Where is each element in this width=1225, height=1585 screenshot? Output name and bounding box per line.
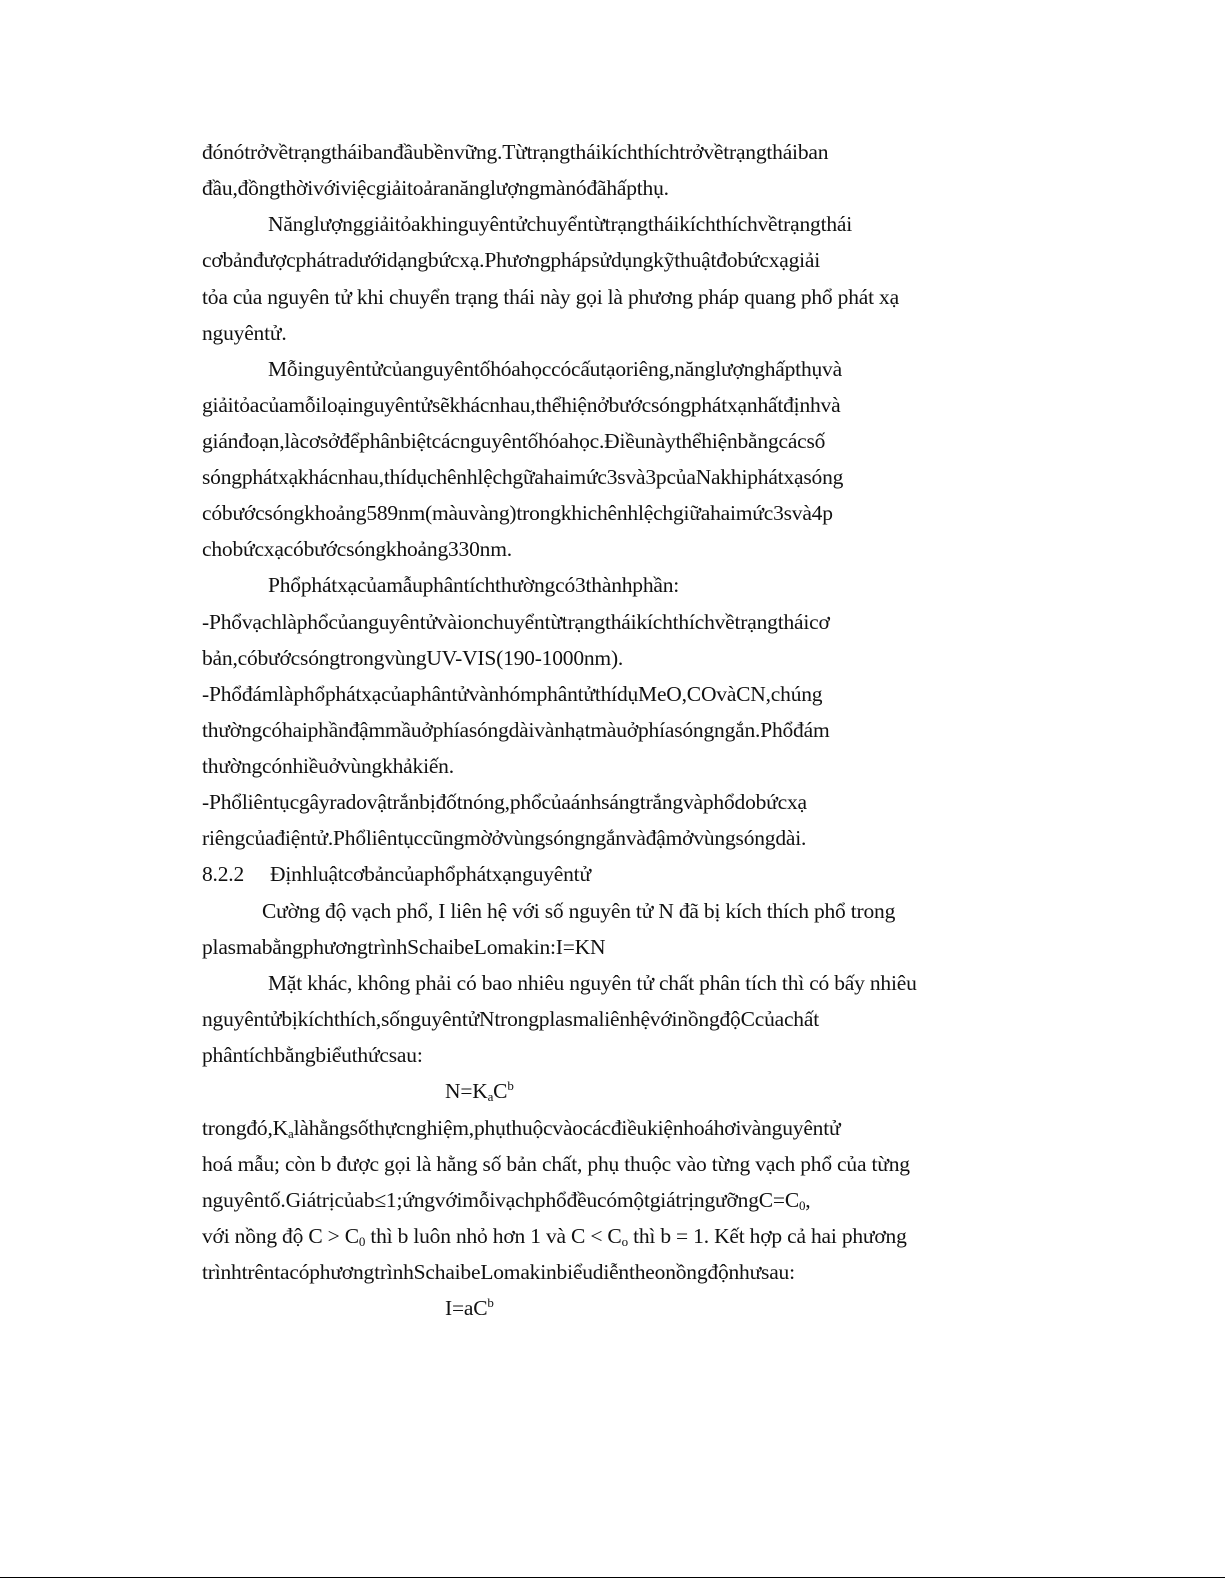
- list-item-line: thườngcónhiềuởvùngkhảkiến.: [202, 754, 454, 778]
- list-item-line: riêngcủađiệntử.Phổliêntụccũngmờởvùngsóngngắnvàđậmởvùngsóngdài.: [202, 826, 807, 850]
- paragraph-line: cóbướcsóngkhoảng589nm(màuvàng)trongkhichênhlệchgiữahaimức3svà4p: [202, 501, 833, 525]
- list-item-line: -Phổvạchlàphổcủanguyêntửvàionchuyểntừtrạngtháikíchthíchvềtrạngtháicơ: [202, 610, 830, 634]
- list-item-line: -PhổđámlàphổphátxạcủaphântửvànhómphântửthídụMeO,COvàCN,chúng: [202, 682, 823, 706]
- paragraph-line: Cường độ vạch phổ, I liên hệ với số nguyên tử N đã bị kích thích phổ trong: [262, 899, 896, 923]
- paragraph-line: Nănglượnggiảitỏakhinguyêntửchuyểntừtrạngtháikíchthíchvềtrạngthái: [268, 212, 853, 236]
- paragraph-line: nguyêntửbịkíchthích,sốnguyêntửNtrongplasmaliênhệvớinồngđộCcủachất: [202, 1007, 819, 1031]
- list-item-line: thườngcóhaiphầnđậmmầuởphíasóngdàivànhạtmàuởphíasóngngắn.Phổđám: [202, 718, 830, 742]
- paragraph-line: $trongđó,K_alàhằngsốthựcnghiệm,phụthuộcvàocácđiềukiệnhoáhơivànguyêntử$: [202, 1116, 841, 1141]
- section-heading: [202, 860, 591, 888]
- paragraph-line: sóngphátxạkhácnhau,thídụchênhlệchgữahaimức3svà3pcủaNakhiphátxạsóng: [202, 465, 844, 489]
- equation: $I=aC^b$: [445, 1295, 494, 1320]
- section-title: Địnhluậtcơbảncủaphổphátxạnguyêntử: [270, 862, 591, 886]
- paragraph-line: đónótrởvềtrạngtháibanđầubềnvững.Từtrạngtháikíchthíchtrởvềtrạngtháiban: [202, 140, 829, 164]
- paragraph-line: $nguyêntố.Giátrịcủab\le 1;ứngvớimỗivạchphổđềucómộtgiátrịngưỡngC=C_0$,: [202, 1188, 811, 1213]
- paragraph-line: chobứcxạcóbướcsóngkhoảng330nm.: [202, 537, 512, 561]
- paragraph-line: giảitỏacủamỗiloạinguyêntửsẽkhácnhau,thểhiệnởbướcsóngphátxạnhấtđịnhvà: [202, 393, 841, 417]
- equation: $N=K_aC^b$: [445, 1078, 514, 1104]
- paragraph-line: giánđoạn,làcơsởđểphânbiệtcácnguyêntốhóahọc.Điềunàythểhiệnbằngcácsố: [202, 429, 826, 453]
- paragraph-line: Mặt khác, không phải có bao nhiêu nguyên tử chất phân tích thì có bấy nhiêu: [268, 971, 917, 995]
- section-number: 8.2.2: [202, 862, 245, 886]
- paragraph-line: đầu,đồngthờivớiviệcgiảitoảranănglượngmànóđãhấpthụ.: [202, 176, 669, 200]
- paragraph-line: Mỗinguyêntửcủanguyêntốhóahọccócấutạoriêng,nănglượnghấpthụvà: [268, 357, 842, 381]
- paragraph-line: tỏa của nguyên tử khi chuyển trạng thái này gọi là phương pháp quang phổ phát xạ: [202, 285, 899, 309]
- paragraph-line: plasmabằngphươngtrìnhSchaibeLomakin:I=KN: [202, 935, 606, 959]
- paragraph-line: cơbảnđượcphátradướidạngbứcxạ.Phươngphápsửdụngkỹthuậtđobứcxạgiải: [202, 248, 821, 272]
- page-bottom-rule: [0, 1577, 1225, 1578]
- paragraph-line: với nồng độ $C > C_0$ thì b luôn nhỏ hơn 1 và $C < C_o$ thì b = 1. Kết hợp cả hai phương: [202, 1224, 907, 1249]
- list-item-line: bản,cóbướcsóngtrongvùngUV-VIS(190-1000nm).: [202, 646, 624, 670]
- paragraph-line: phântíchbằngbiểuthứcsau:: [202, 1043, 423, 1067]
- paragraph-line: hoá mẫu; còn b được gọi là hằng số bản chất, phụ thuộc vào từng vạch phổ của từng: [202, 1152, 910, 1176]
- paragraph-line: Phổphátxạcủamẫuphântíchthườngcó3thànhphần:: [268, 573, 680, 597]
- paragraph-line: trìnhtrêntacóphươngtrìnhSchaibeLomakinbiểudiễntheonồngđộnhưsau:: [202, 1260, 795, 1284]
- list-item-line: -Phổliêntụcgâyradovậtrắnbịđốtnóng,phổcủaánhsángtrắngvàphổdobứcxạ: [202, 790, 807, 814]
- paragraph-line: nguyêntử.: [202, 321, 287, 345]
